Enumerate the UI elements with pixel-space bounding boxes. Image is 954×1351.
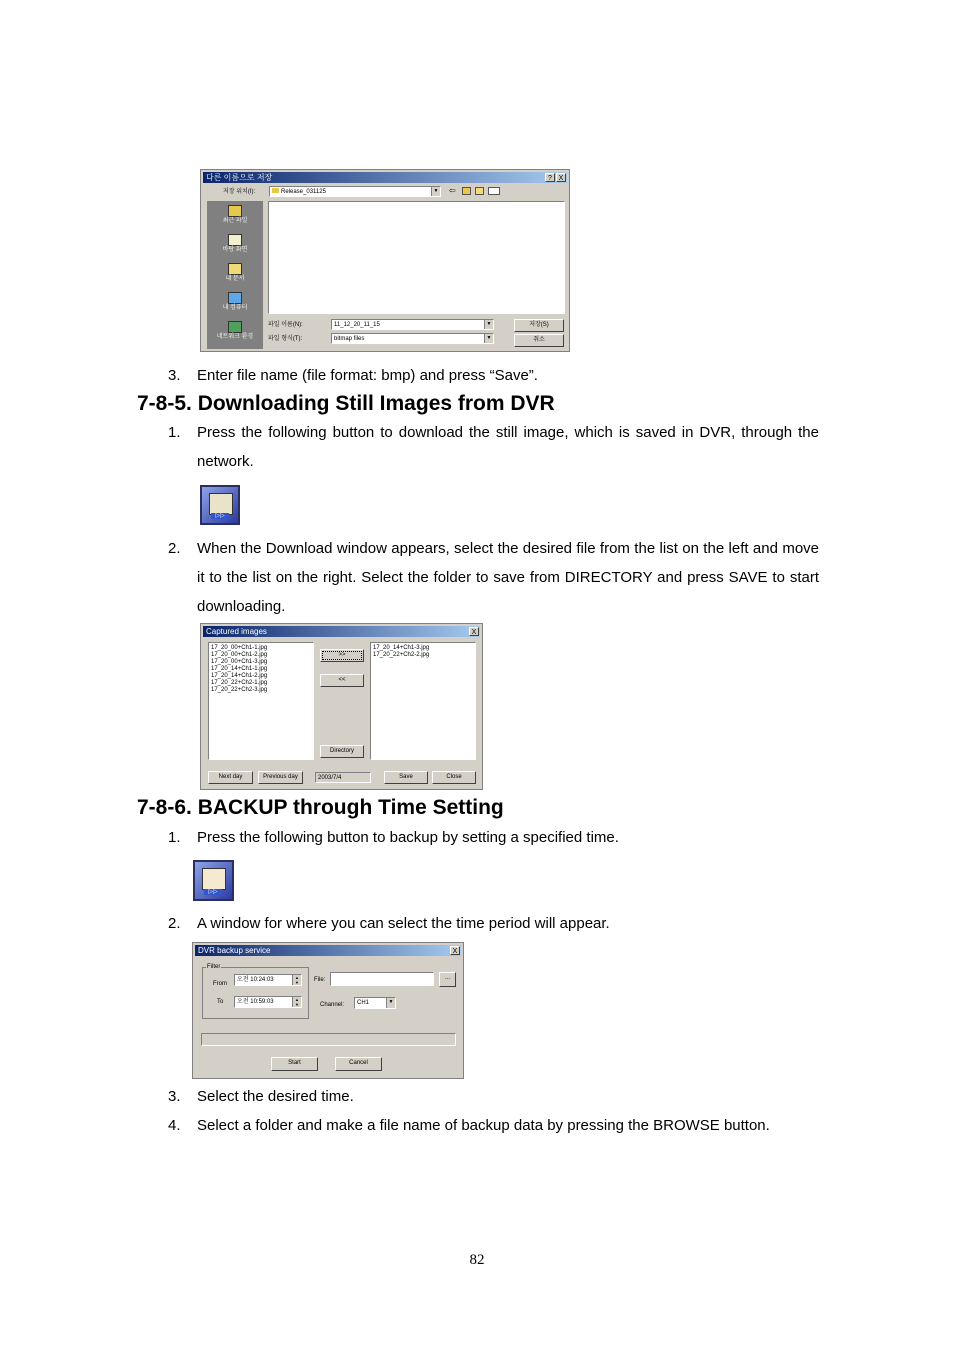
filetype-select[interactable] — [331, 333, 494, 344]
backup-titlebar: DVR backup service — [195, 945, 461, 956]
close-text-button[interactable]: Close — [432, 771, 476, 784]
move-left-button[interactable]: << — [320, 674, 364, 687]
up-folder-icon[interactable] — [462, 187, 471, 195]
save-in-label: 저장 위치(I): — [223, 189, 256, 195]
section-heading-backup: 7-8-6. BACKUP through Time Setting — [137, 796, 504, 819]
directory-button[interactable]: Directory — [320, 745, 364, 758]
chevron-down-icon[interactable]: ▼ — [431, 187, 440, 196]
right-file-list[interactable] — [370, 642, 476, 760]
filename-value: 11_12_20_11_15 — [334, 322, 380, 328]
from-label: From — [213, 981, 227, 987]
chevron-down-icon[interactable]: ▼ — [484, 320, 493, 329]
desktop-icon — [228, 234, 242, 246]
save-in-select[interactable] — [269, 186, 441, 197]
step-text: Select a folder and make a file name of backup data by pressing the BROWSE button. — [197, 1117, 770, 1134]
from-time-picker[interactable] — [234, 974, 302, 986]
places-bar — [207, 201, 263, 349]
next-day-button[interactable]: Next day — [208, 771, 253, 784]
file-label: File: — [314, 977, 326, 983]
to-time-value: 오전 10:59:03 — [237, 999, 274, 1005]
sidebar-item-computer[interactable] — [207, 292, 263, 312]
save-as-dialog — [200, 169, 570, 352]
sidebar-item-recent[interactable] — [207, 205, 263, 225]
sidebar-label: 최근 파일 — [222, 218, 248, 224]
channel-value: CH1 — [357, 1000, 370, 1006]
sidebar-item-desktop[interactable] — [207, 234, 263, 254]
step-text: Select the desired time. — [197, 1088, 354, 1105]
browse-button[interactable]: ... — [439, 972, 456, 987]
to-time-picker[interactable] — [234, 996, 302, 1008]
filetype-value: bitmap files — [334, 336, 365, 342]
file-input[interactable] — [330, 972, 434, 986]
dvr-backup-dialog — [192, 942, 464, 1079]
view-menu-icon[interactable] — [488, 187, 500, 195]
file-list[interactable] — [268, 201, 565, 314]
download-still-image-icon — [200, 485, 240, 525]
step-number: 4. — [168, 1117, 181, 1134]
list-item[interactable]: 17_20_00+Ch1-2.jpg — [211, 652, 268, 658]
filename-label: 파일 이름(N): — [268, 322, 303, 328]
image-glyph — [209, 493, 233, 515]
arrows-glyph: ▷▷ — [204, 889, 222, 895]
channel-select[interactable] — [354, 997, 396, 1009]
channel-label: Channel: — [320, 1002, 345, 1008]
page-number: 82 — [469, 1252, 485, 1268]
date-field[interactable]: 2003/7/4 — [315, 772, 371, 783]
list-item[interactable]: 17_20_22+Ch2-1.jpg — [211, 680, 268, 686]
to-label: To — [217, 999, 224, 1005]
network-icon — [228, 321, 242, 333]
backup-progress-bar — [201, 1033, 456, 1046]
recent-files-icon — [228, 205, 242, 217]
sidebar-item-network[interactable] — [207, 321, 263, 341]
step-number: 2. — [168, 915, 181, 932]
chevron-down-icon[interactable]: ▼ — [484, 334, 493, 343]
step-text: Press the following button to backup by setting a specified time. — [197, 829, 619, 846]
help-button[interactable]: ? — [545, 173, 555, 182]
save-button[interactable]: Save — [384, 771, 428, 784]
close-button[interactable]: X — [469, 627, 479, 636]
save-dialog-titlebar: 다른 이름으로 저장 — [203, 172, 567, 183]
spinner-icon[interactable]: ▲ ▼ — [292, 975, 301, 985]
sidebar-label: 내 문서 — [225, 276, 245, 282]
sidebar-label: 네트워크 환경 — [216, 334, 254, 340]
computer-icon — [228, 292, 242, 304]
save-in-value: Release_031125 — [281, 189, 326, 195]
documents-folder-icon — [228, 263, 242, 275]
section-heading-download: 7-8-5. Downloading Still Images from DVR — [137, 392, 555, 415]
step-number: 3. — [168, 367, 181, 384]
start-button[interactable]: Start — [271, 1057, 318, 1071]
step-text: Enter file name (file format: bmp) and press “Save”. — [197, 367, 538, 384]
list-item[interactable]: 17_20_14+Ch1-2.jpg — [211, 673, 268, 679]
sidebar-item-documents[interactable] — [207, 263, 263, 283]
new-folder-icon[interactable] — [475, 187, 484, 195]
step-text: A window for where you can select the time period will appear. — [197, 915, 610, 932]
step-number: 1. — [168, 424, 181, 441]
step-text: When the Download window appears, select the desired file from the list on the left and move it to the list on the right. Select the folder to save from DIRECTORY and press SAVE to start downloading. — [197, 540, 819, 615]
folder-icon — [272, 188, 279, 193]
backup-time-setting-icon — [193, 860, 234, 901]
list-item[interactable]: 17_20_22+Ch2-2.jpg — [373, 652, 430, 658]
arrows-glyph: ▷▷ — [211, 513, 229, 519]
sidebar-label: 바탕 화면 — [222, 247, 248, 253]
step-number: 1. — [168, 829, 181, 846]
captured-images-dialog — [200, 623, 483, 790]
list-item[interactable]: 17_20_00+Ch1-3.jpg — [211, 659, 268, 665]
list-item[interactable]: 17_20_14+Ch1-1.jpg — [211, 666, 268, 672]
step-text: Press the following button to download the still image, which is saved in DVR, through the network. — [197, 424, 819, 470]
back-icon[interactable]: ⇦ — [449, 186, 456, 195]
time-glyph — [202, 868, 226, 890]
save-button[interactable]: 저장(S) — [514, 319, 564, 332]
chevron-down-icon[interactable]: ▼ — [386, 998, 395, 1008]
move-right-button[interactable]: >> — [320, 649, 364, 662]
filename-input[interactable] — [331, 319, 494, 330]
list-item[interactable]: 17_20_14+Ch1-3.jpg — [373, 645, 430, 651]
left-file-list[interactable] — [208, 642, 314, 760]
step-number: 3. — [168, 1088, 181, 1105]
list-item[interactable]: 17_20_00+Ch1-1.jpg — [211, 645, 268, 651]
cancel-button[interactable]: 취소 — [514, 334, 564, 347]
from-time-value: 오전 10:24:03 — [237, 977, 274, 983]
step-number: 2. — [168, 540, 181, 557]
filter-label: Filter — [207, 964, 221, 970]
cancel-button[interactable]: Cancel — [335, 1057, 382, 1071]
spinner-icon[interactable]: ▲ ▼ — [292, 997, 301, 1007]
previous-day-button[interactable]: Previous day — [258, 771, 303, 784]
close-button[interactable]: X — [450, 946, 460, 955]
filetype-label: 파일 형식(T): — [268, 336, 303, 342]
close-button[interactable]: X — [556, 173, 566, 182]
sidebar-label: 내 컴퓨터 — [222, 305, 248, 311]
list-item[interactable]: 17_20_22+Ch2-3.jpg — [211, 687, 268, 693]
captured-titlebar: Captured images — [203, 626, 480, 637]
